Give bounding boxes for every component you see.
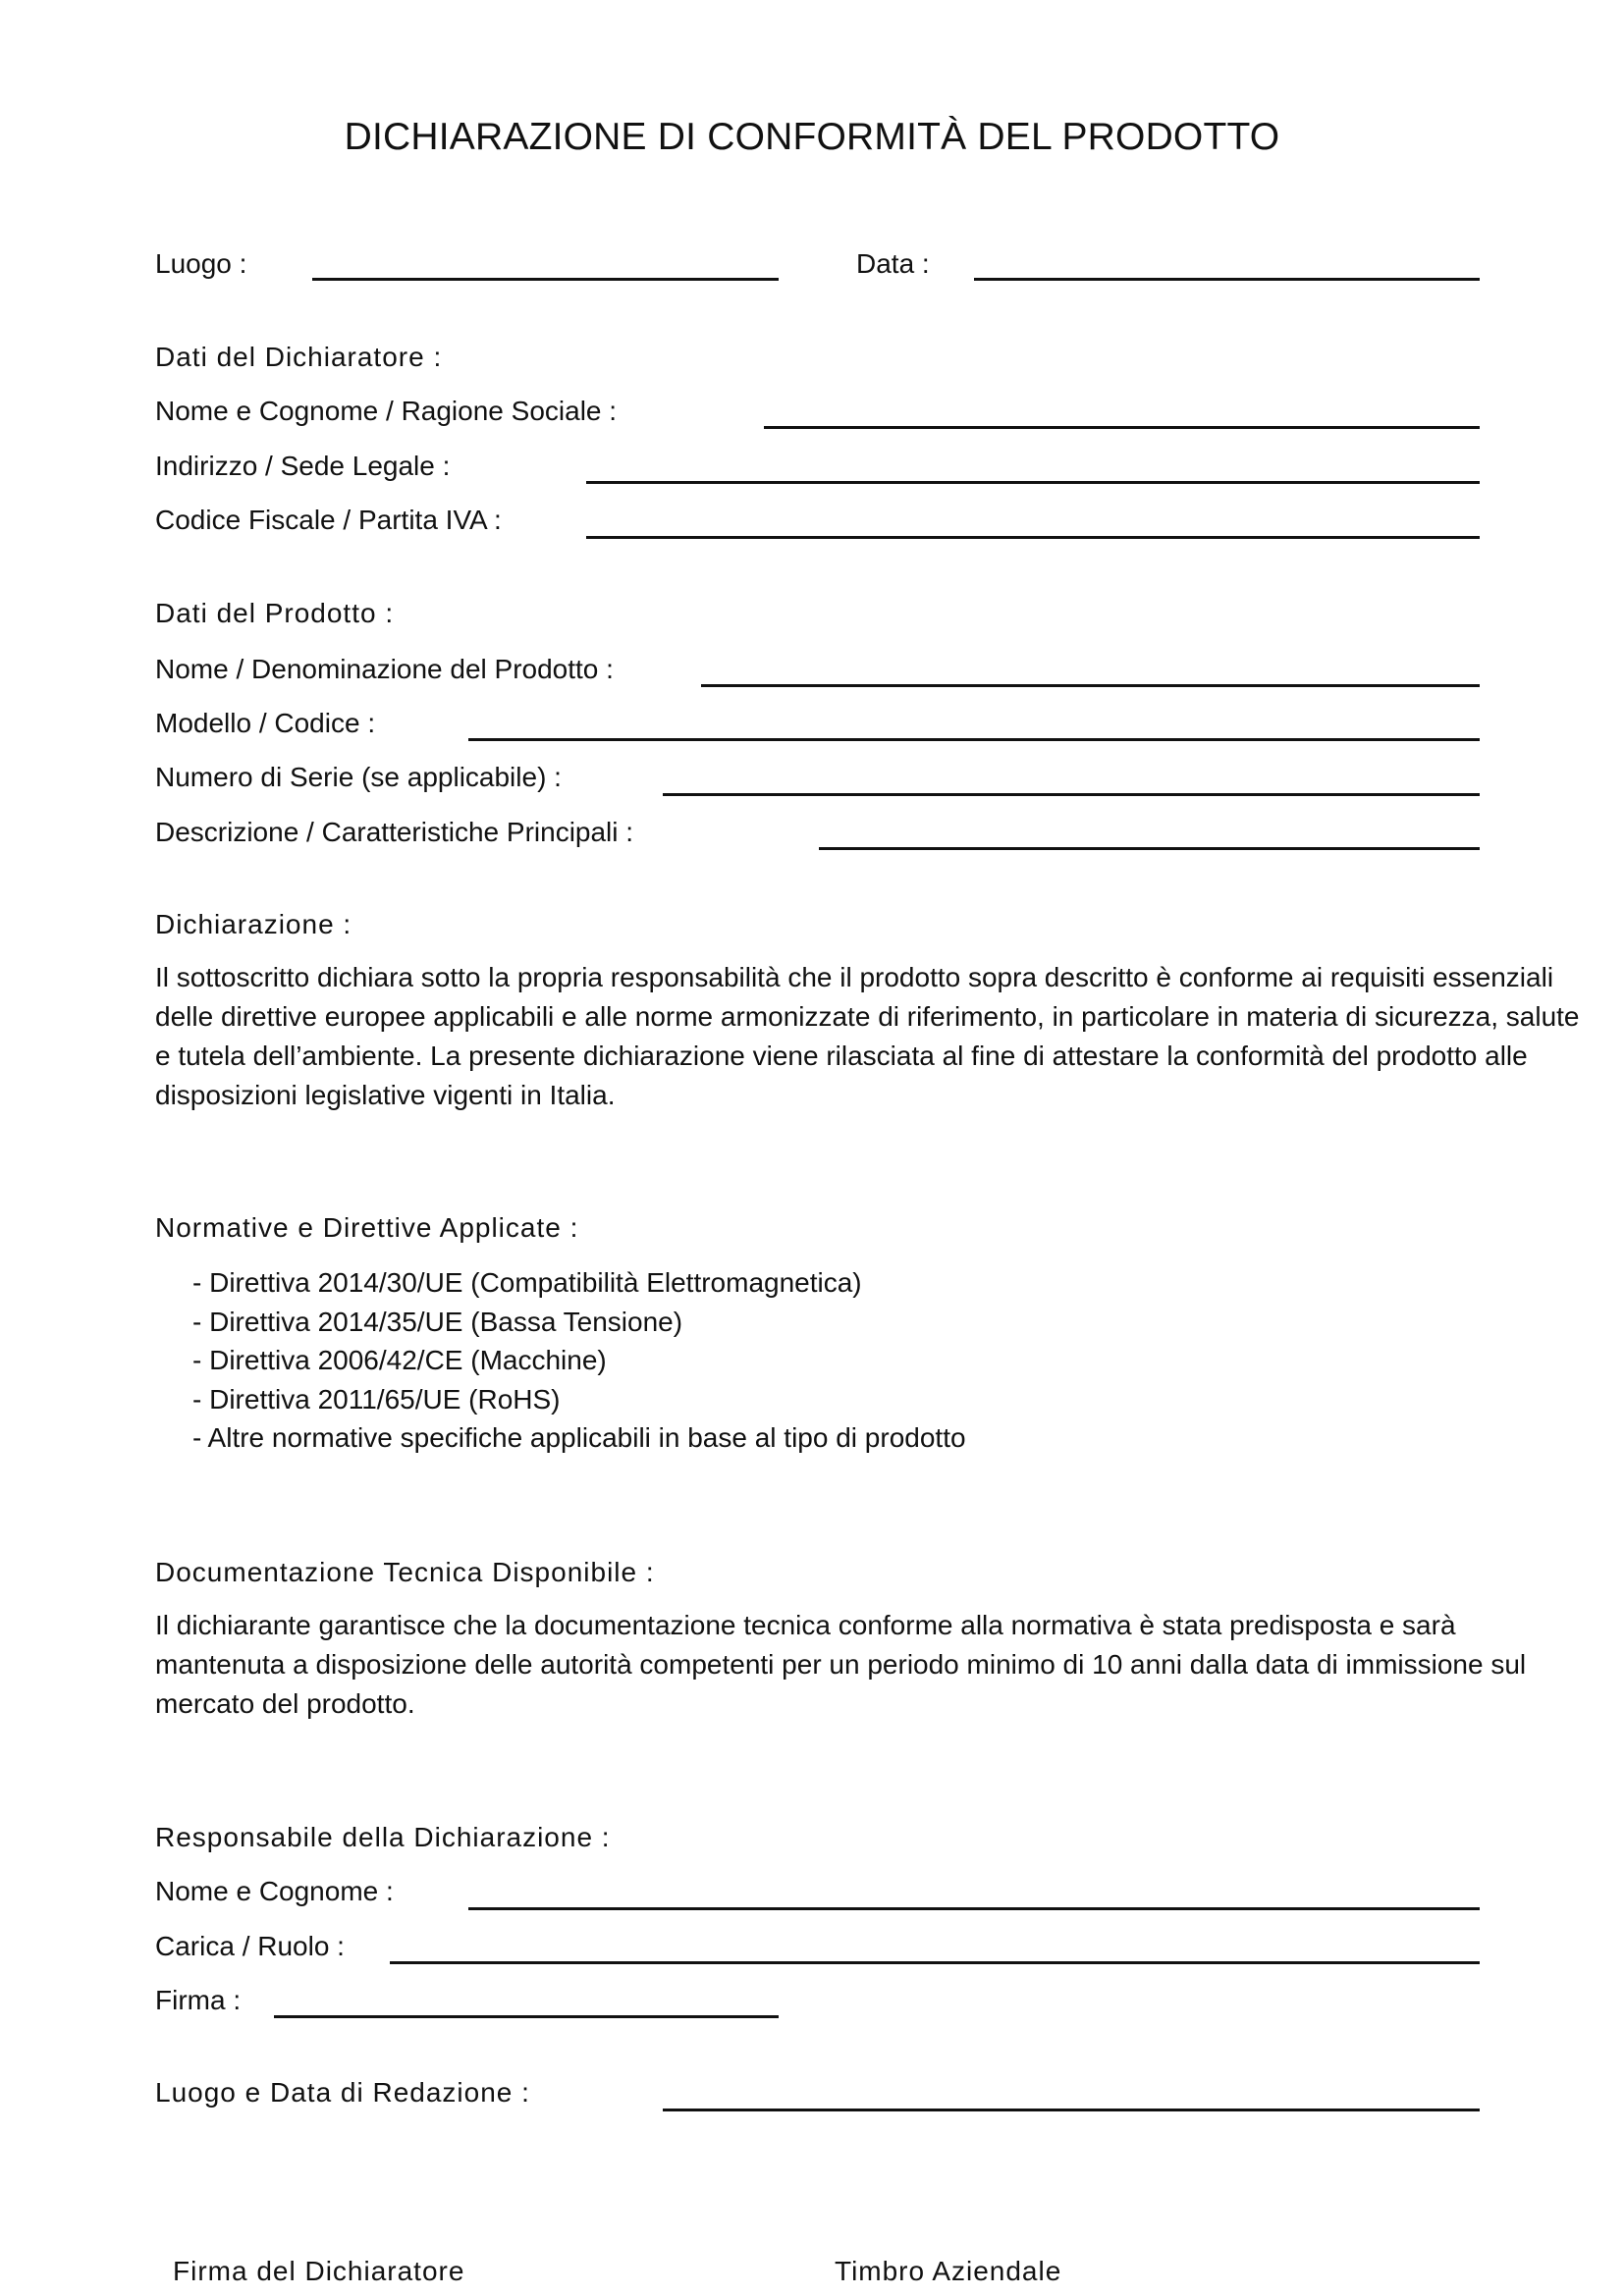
product-name-label: Nome / Denominazione del Prodotto :: [155, 654, 614, 684]
responsible-signature-label: Firma :: [155, 1985, 242, 2015]
declarant-tax-field[interactable]: [586, 536, 1480, 539]
place-field[interactable]: [312, 278, 779, 281]
stamp-caption: Timbro Aziendale: [835, 2256, 1062, 2286]
product-serial-label: Numero di Serie (se applicabile) :: [155, 762, 562, 792]
list-item: - Direttiva 2014/30/UE (Compatibilità Elettromagnetica): [192, 1267, 862, 1298]
responsible-name-field[interactable]: [468, 1907, 1480, 1910]
drafting-field[interactable]: [663, 2109, 1480, 2111]
declarant-address-label: Indirizzo / Sede Legale :: [155, 451, 451, 481]
date-field[interactable]: [974, 278, 1480, 281]
responsible-role-label: Carica / Ruolo :: [155, 1931, 345, 1961]
declarant-name-label: Nome e Cognome / Ragione Sociale :: [155, 396, 618, 426]
signature-caption: Firma del Dichiaratore: [173, 2256, 465, 2286]
product-name-field[interactable]: [701, 684, 1480, 687]
product-serial-field[interactable]: [663, 793, 1480, 796]
documentation-section-heading: Documentazione Tecnica Disponibile :: [155, 1557, 655, 1587]
standards-section-heading: Normative e Direttive Applicate :: [155, 1212, 579, 1243]
document-title: DICHIARAZIONE DI CONFORMITÀ DEL PRODOTTO: [344, 116, 1280, 158]
product-description-field[interactable]: [819, 847, 1480, 850]
declarant-address-field[interactable]: [586, 481, 1480, 484]
list-item: - Altre normative specifiche applicabili in base al tipo di prodotto: [192, 1422, 966, 1453]
product-description-label: Descrizione / Caratteristiche Principali :: [155, 817, 634, 847]
documentation-text: Il dichiarante garantisce che la documentazione tecnica conforme alla normativa è stata predisposta e sarà mantenuta a disposizione delle autorità competenti per un periodo minimo di 10 anni dalla data di immissione sul mercato del prodotto.: [155, 1610, 1527, 1719]
responsible-section-heading: Responsabile della Dichiarazione :: [155, 1822, 611, 1852]
list-item: - Direttiva 2011/65/UE (RoHS): [192, 1383, 561, 1415]
list-item: - Direttiva 2014/35/UE (Bassa Tensione): [192, 1306, 683, 1337]
declaration-section-heading: Dichiarazione :: [155, 909, 352, 939]
product-section-heading: Dati del Prodotto :: [155, 598, 395, 628]
drafting-label: Luogo e Data di Redazione :: [155, 2077, 530, 2108]
responsible-role-field[interactable]: [390, 1961, 1480, 1964]
declaration-text: Il sottoscritto dichiara sotto la propria responsabilità che il prodotto sopra descritto è conforme ai requisiti essenziali delle direttive europee applicabili e alle norme armonizzate di riferimento, in particolare in materia di sicurezza, salute e tutela dell’ambiente. La presente dichiarazione viene rilasciata al fine di attestare la conformità del prodotto alle disposizioni legislative vigenti in Italia.: [155, 962, 1580, 1110]
date-label: Data :: [856, 248, 930, 279]
declarant-name-field[interactable]: [764, 426, 1480, 429]
list-item: - Direttiva 2006/42/CE (Macchine): [192, 1345, 607, 1375]
declarant-tax-label: Codice Fiscale / Partita IVA :: [155, 505, 502, 535]
standards-list: [192, 1263, 966, 1458]
responsible-signature-field[interactable]: [274, 2015, 779, 2018]
product-model-label: Modello / Codice :: [155, 708, 376, 738]
product-model-field[interactable]: [468, 738, 1480, 741]
responsible-name-label: Nome e Cognome :: [155, 1876, 394, 1906]
place-label: Luogo :: [155, 248, 247, 279]
declarant-section-heading: Dati del Dichiaratore :: [155, 342, 443, 372]
